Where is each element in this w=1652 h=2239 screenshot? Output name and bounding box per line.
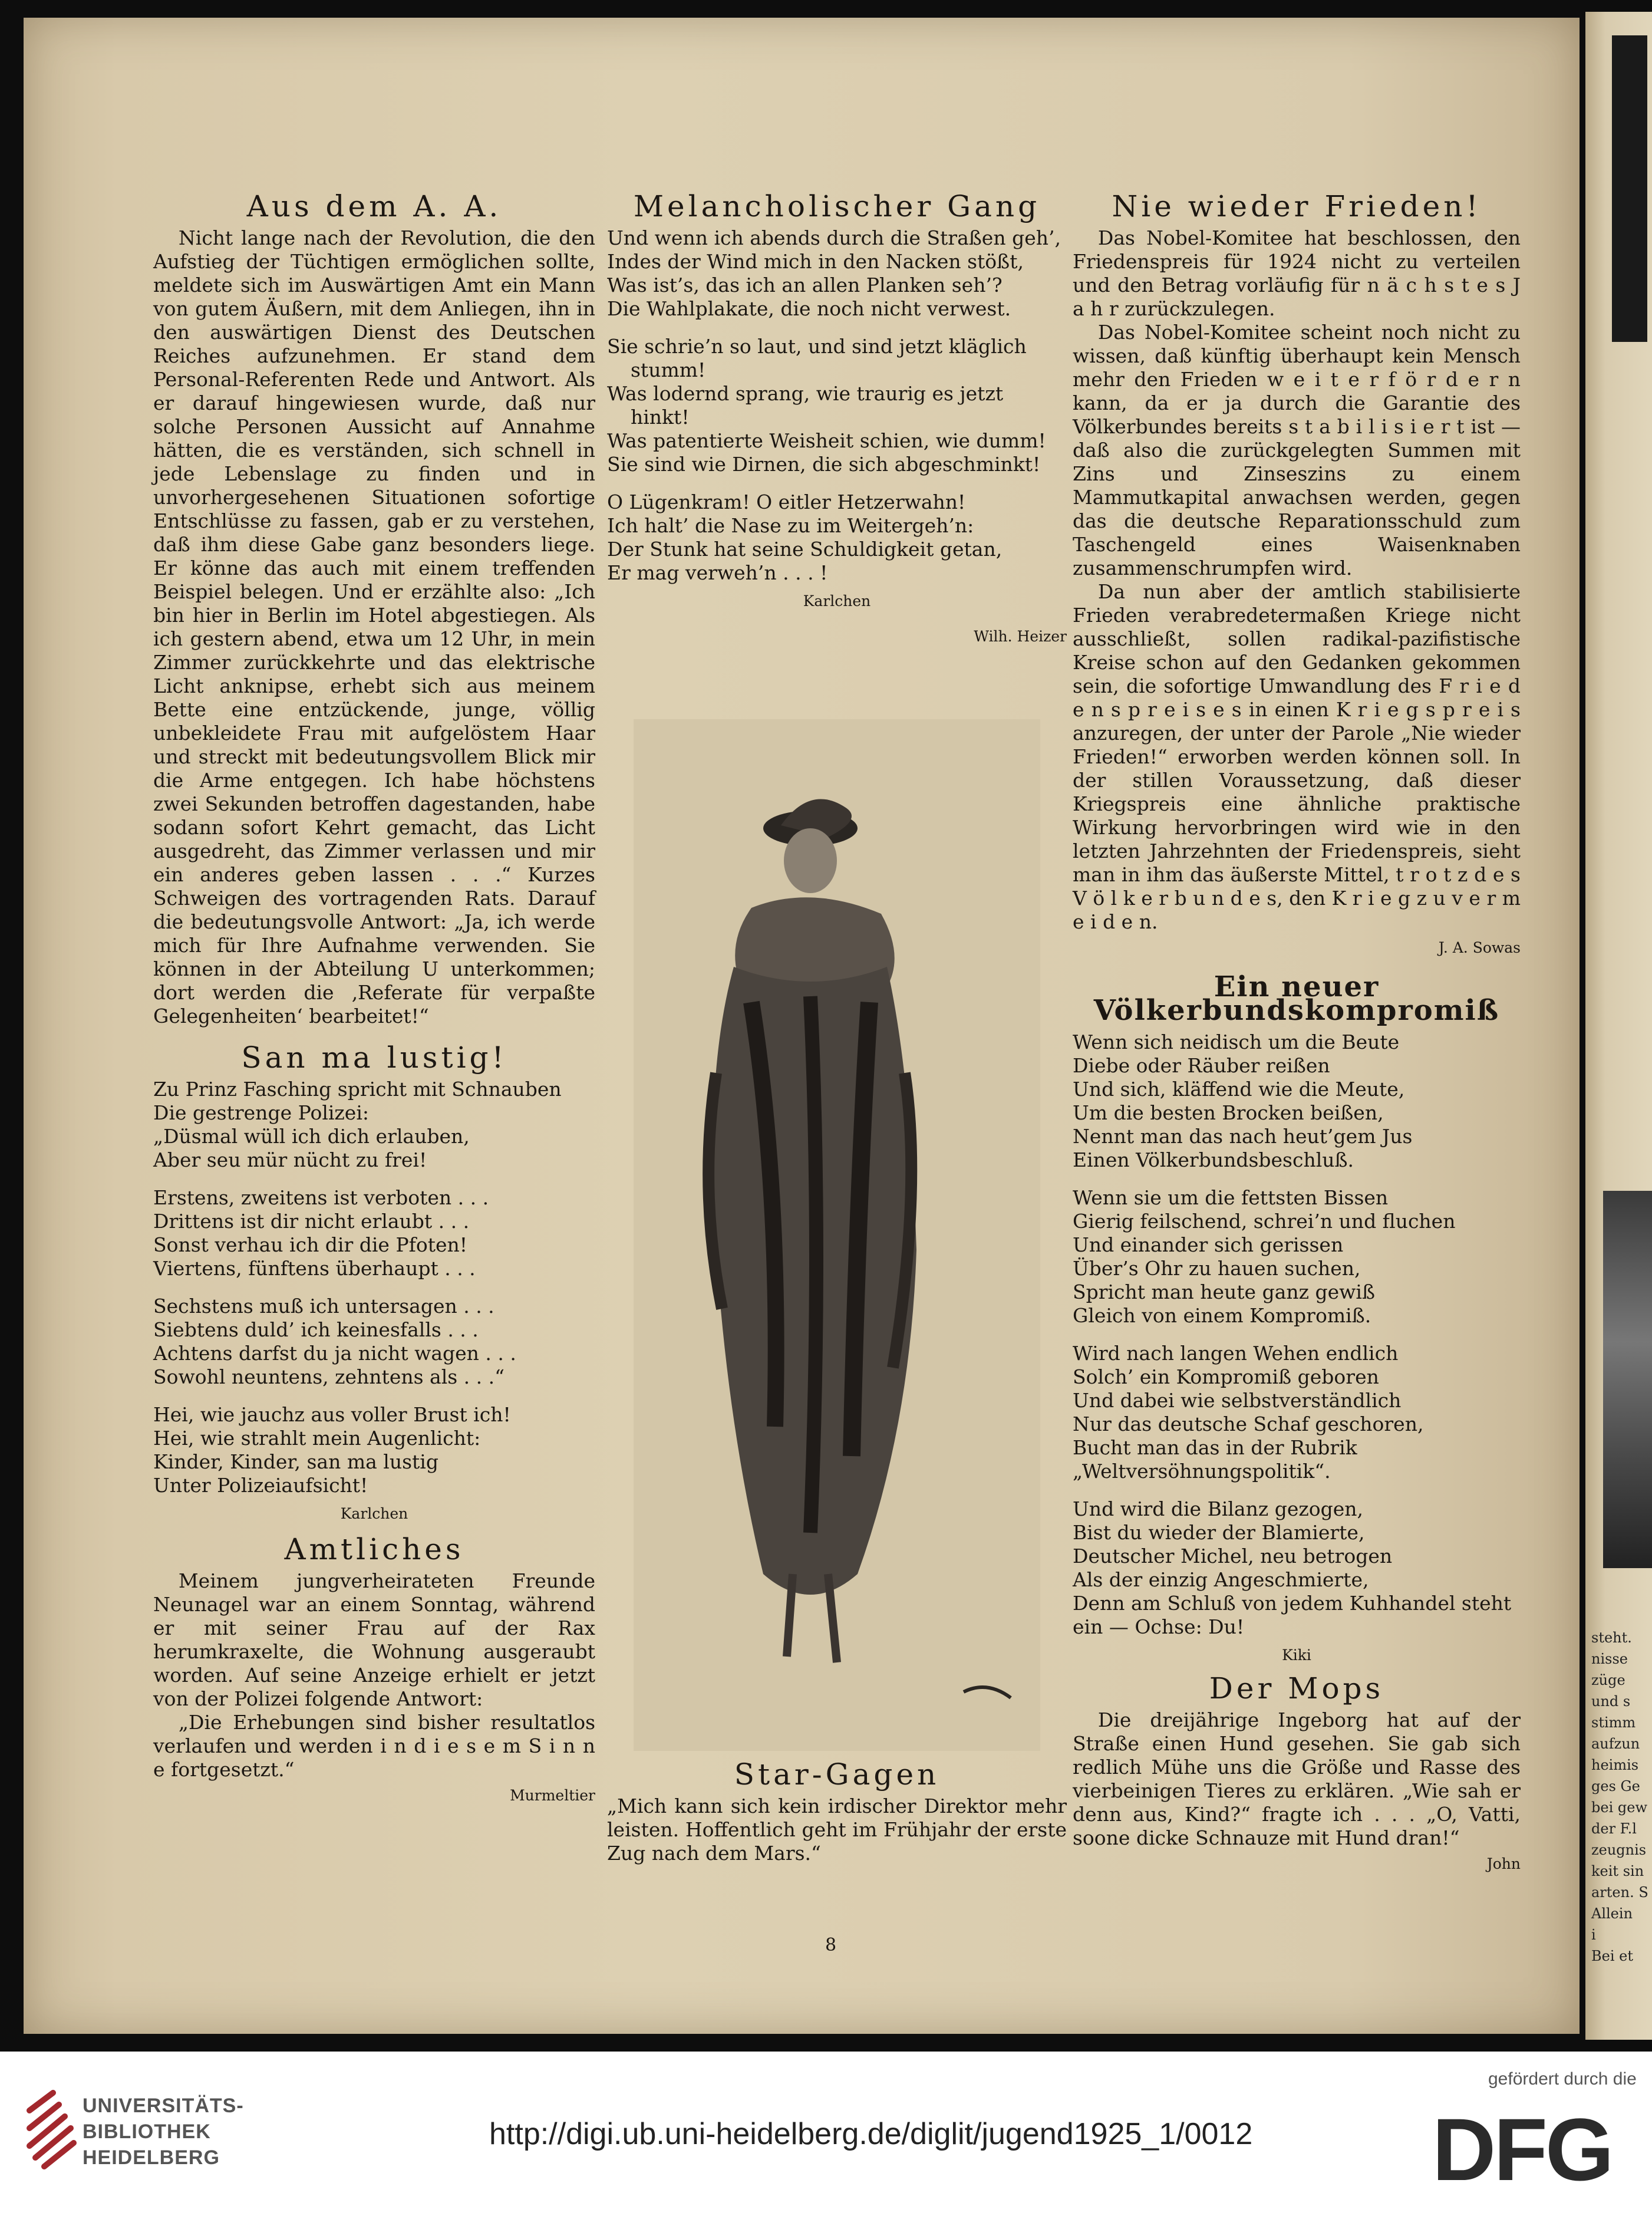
author-signature: J. A. Sowas: [1438, 939, 1521, 956]
article-paragraph: Das Nobel-Komitee scheint noch nicht zu wissen, daß künftig überhaupt kein Mensch mehr den Frieden w e i t e r f ö r d e r n kann, da er ja durch die Garantie des Völkerbundes bereits s t a b i l i s i e r t ist — daß also die zurückgelegten Summen mit Zins und Zinseszins zu einem Mammutkapital anwachsen werden, gegen das die deutsche Reparationsschuld zum Taschengeld eines Waisenknaben zusammenschrumpfen wird.: [1073, 321, 1521, 579]
verse-line: Die Wahlplakate, die noch nicht verwest.: [607, 297, 1011, 320]
article-title: Amtliches: [284, 1532, 464, 1566]
adjacent-page-text: steht. nisse züge und s stimm aufzun heimis ges Ge bei gew der F.l zeugnis keit sin arten. S Allein i Bei et: [1591, 1629, 1648, 1964]
stanza: [153, 1295, 595, 1389]
verse-line: Ich halt’ die Nase zu im Weitergeh’n:: [607, 514, 974, 537]
adjacent-page-photo: [1603, 1191, 1652, 1568]
stanza: [607, 335, 1067, 476]
article-paragraph: Meinem jungverheirateten Freunde Neunagel war an einem Sonntag, während er mit seiner Frau auf der Rax herumkraxelte, die Wohnung ausgeraubt worden. Auf seine Anzeige erhielt er jetzt von der Polizei folgende Antwort:: [153, 1569, 595, 1710]
verse-line: Was lodernd sprang, wie traurig es jetzt: [607, 382, 1004, 405]
verse-line: Und dabei wie selbstverständlich: [1073, 1389, 1402, 1412]
verse-line: Wird nach langen Wehen endlich: [1073, 1342, 1399, 1365]
stanza: [153, 1186, 595, 1280]
digitization-footer: [0, 2052, 1652, 2239]
stanza: [1073, 1497, 1521, 1639]
verse-line: Siebtens duld’ ich keinesfalls . . .: [153, 1318, 479, 1341]
article-paragraph: Nicht lange nach der Revolution, die den Aufstieg der Tüchtigen ermöglichen sollte, meldete sich im Auswärtigen Amt ein Mann von gutem Äußern, mit dem Anliegen, ihn in den auswärtigen Dienst des Deutschen Reiches aufzunehmen. Er stand dem Personal-Referenten Rede und Antwort. Als er darauf hingewiesen wurde, daß nur solche Personen Aussicht auf Annahme hätten, die es verständen, sich schnell in jede Lebenslage zu finden und in unvorhergesehenen Situationen sofortige Entschlüsse zu fassen, gab er zu verstehen, daß ihm diese Gabe ganz besonders liege. Er könne das auch mit einem treffenden Beispiel belegen. Und er erzählte also: „Ich bin hier in Berlin im Hotel abgestiegen. Als ich gestern abend, etwa um 12 Uhr, in mein Zimmer zurückkehrte und das elektrische Licht anknipse, erhebt sich aus meinem Bette eine entzückende, junge, völlig unbekleidete Frau mit aufgelöstem Haar und streckt mit bedeutungsvollem Blick mir die Arme entgegen. Ich habe höchstens zwei Sekunden betroffen dagestanden, habe sodann sofort Kehrt gemacht, das Licht ausgedreht, das Zimmer verlassen und mir ein anderes geben lassen . . .“ Kurzes Schweigen des vortragenden Rats. Darauf die bedeutungsvolle Antwort: „Ja, ich werde mich für Ihre Aufnahme verwenden. Sie können in der Abteilung U unterkommen; dort werden die ‚Referate für verpaßte Gelegenheiten‘ bearbeitet!“: [153, 226, 595, 1028]
article-title: Der Mops: [1209, 1671, 1384, 1705]
verse-line: Spricht man heute ganz gewiß: [1073, 1280, 1375, 1303]
verse-line: Er mag verweh’n . . . !: [607, 561, 828, 584]
verse-line: Sowohl neuntens, zehntens als . . .“: [153, 1365, 504, 1388]
source-url-link[interactable]: http://digi.ub.uni-heidelberg.de/diglit/jugend1925_1/0012: [489, 2117, 1253, 2151]
author-signature: Murmeltier: [510, 1787, 595, 1804]
verse-line: Gierig feilschend, schrei’n und fluchen: [1073, 1210, 1456, 1233]
stanza: [153, 1403, 595, 1497]
verse-line: „Düsmal wüll ich dich erlauben,: [153, 1125, 470, 1148]
verse-line: Bist du wieder der Blamierte,: [1073, 1521, 1365, 1544]
verse-line: Einen Völkerbundsbeschluß.: [1073, 1148, 1354, 1171]
author-signature: John: [1486, 1855, 1521, 1872]
stanza: [153, 1078, 595, 1172]
funding-note: gefördert durch die: [1488, 2069, 1637, 2089]
article-paragraph: Die dreijährige Ingeborg hat auf der Straße einen Hund gesehen. Sie gab sich redlich Mühe uns die Größe und Rasse des vierbeinigen Tieres zu erklären. „Wie sah er denn aus, Kind?“ fragte ich . . . „O, Vatti, soone dicke Schnauze mit Hund dran!“: [1073, 1708, 1521, 1849]
institution-name: UNIVERSITÄTS- BIBLIOTHEK HEIDELBERG: [83, 2095, 244, 2169]
verse-line: „Weltversöhnungspolitik“.: [1073, 1460, 1331, 1483]
verse-line: Sie sind wie Dirnen, die sich abgeschminkt!: [607, 453, 1041, 476]
verse-line: Und sich, kläffend wie die Meute,: [1073, 1078, 1405, 1101]
illustration-woman-in-fur-coat: [634, 719, 1040, 1751]
verse-line: Deutscher Michel, neu betrogen: [1073, 1545, 1393, 1568]
verse-line: Hei, wie jauchz aus voller Brust ich!: [153, 1403, 511, 1426]
article-title: Melancholischer Gang: [633, 189, 1041, 223]
stanza: [1073, 1030, 1521, 1172]
article-paragraph: Da nun aber der amtlich stabilisierte Frieden verabredetermaßen Kriege nicht ausschließt, sollen radikal-pazifistische Kreise schon auf den Gedanken gekommen sein, die sofortige Umwandlung des F r i e d e n s p r e i s e s in einen K r i e g s p r e i s anzuregen, der unter der Parole „Nie wieder Frieden!“ erworben werden können soll. In der stillen Voraussetzung, daß dieser Kriegspreis eine ähnliche praktische Wirkung hervorbringen wird wie in den letzten Jahrzehnten der Friedenspreis, sieht man in ihm das äußerste Mittel, t r o t z d e s V ö l k e r b u n d e s, den K r i e g z u v e r m e i d e n.: [1073, 580, 1521, 933]
verse-line: Viertens, fünftens überhaupt . . .: [153, 1257, 476, 1280]
verse-line: O Lügenkram! O eitler Hetzerwahn!: [607, 490, 966, 513]
university-library-logo-icon: [24, 2087, 77, 2178]
stanza: [1073, 1342, 1521, 1483]
page-number: 8: [825, 1935, 837, 1955]
article-title: Star-Gagen: [734, 1757, 940, 1792]
verse-line: Was ist’s, das ich an allen Planken seh’?: [607, 274, 1003, 297]
magazine-page: [24, 18, 1580, 2034]
article-title: San ma lustig!: [241, 1041, 507, 1075]
verse-line: Wenn sich neidisch um die Beute: [1073, 1030, 1400, 1053]
author-signature: Kiki: [1282, 1647, 1311, 1664]
right-column: [1073, 189, 1521, 1876]
stanza: [607, 226, 1067, 321]
verse-line: Erstens, zweitens ist verboten . . .: [153, 1186, 489, 1209]
verse-line: hinkt!: [631, 406, 690, 429]
article-title: Ein neuer Völkerbundskompromiß: [1093, 970, 1500, 1027]
verse-line: Unter Polizeiaufsicht!: [153, 1474, 368, 1497]
verse-line: Drittens ist dir nicht erlaubt . . .: [153, 1210, 470, 1233]
verse-line: Die gestrenge Polizei:: [153, 1101, 370, 1124]
verse-line: Der Stunk hat seine Schuldigkeit getan,: [607, 538, 1003, 561]
verse-line: Gleich von einem Kompromiß.: [1073, 1304, 1371, 1327]
middle-column: [607, 189, 1067, 648]
dfg-logo: DFG: [1432, 2100, 1612, 2199]
left-column: [153, 189, 595, 1807]
verse-line: Hei, wie strahlt mein Augenlicht:: [153, 1427, 481, 1450]
verse-line: Sonst verhau ich dir die Pfoten!: [153, 1233, 468, 1256]
verse-line: Bucht man das in der Rubrik: [1073, 1436, 1357, 1459]
middle-column-bottom: [607, 1757, 1067, 1865]
article-paragraph: Das Nobel-Komitee hat beschlossen, den Friedenspreis für 1924 nicht zu verteilen und den Betrag vorläufig für n ä c h s t e s J a h r zurückzulegen.: [1073, 226, 1521, 320]
verse-line: Wenn sie um die fettsten Bissen: [1073, 1186, 1389, 1209]
verse-line: Und wenn ich abends durch die Straßen geh’,: [607, 226, 1061, 249]
illustration-credit: Wilh. Heizer: [974, 628, 1067, 645]
verse-line: Diebe oder Räuber reißen: [1073, 1054, 1330, 1077]
verse-line: Solch’ ein Kompromiß geboren: [1073, 1365, 1379, 1388]
verse-line: stumm!: [631, 358, 706, 381]
verse-line: Aber seu mür nücht zu frei!: [153, 1148, 427, 1171]
author-signature: Karlchen: [340, 1505, 408, 1522]
author-signature: Karlchen: [803, 592, 871, 610]
verse-line: Und wird die Bilanz gezogen,: [1073, 1497, 1364, 1520]
verse-line: Sie schrie’n so laut, und sind jetzt kläglich: [607, 335, 1027, 358]
stanza: [1073, 1186, 1521, 1328]
verse-line: Sechstens muß ich untersagen . . .: [153, 1295, 494, 1318]
verse-line: Nennt man das nach heut’gem Jus: [1073, 1125, 1413, 1148]
verse-line: Nur das deutsche Schaf geschoren,: [1073, 1412, 1424, 1435]
verse-line: Kinder, Kinder, san ma lustig: [153, 1450, 438, 1473]
verse-line: Was patentierte Weisheit schien, wie dumm!: [607, 429, 1046, 452]
article-paragraph: „Mich kann sich kein irdischer Direktor mehr leisten. Hoffentlich geht im Frühjahr der erste Zug nach dem Mars.“: [607, 1795, 1067, 1865]
verse-line: Zu Prinz Fasching spricht mit Schnauben: [153, 1078, 562, 1101]
verse-line: Als der einzig Angeschmierte,: [1073, 1568, 1369, 1591]
verse-line: Indes der Wind mich in den Nacken stößt,: [607, 250, 1024, 273]
verse-line: Um die besten Brocken beißen,: [1073, 1101, 1384, 1124]
stanza: [607, 490, 1067, 585]
article-paragraph: „Die Erhebungen sind bisher resultatlos verlaufen und werden i n d i e s e m S i n n e fortgesetzt.“: [153, 1711, 595, 1781]
verse-line: Denn am Schluß von jedem Kuhhandel steht ein — Ochse: Du!: [1073, 1592, 1512, 1638]
verse-line: Über’s Ohr zu hauen suchen,: [1073, 1257, 1361, 1280]
verse-line: Und einander sich gerissen: [1073, 1233, 1344, 1256]
article-title: Nie wieder Frieden!: [1112, 189, 1482, 223]
verse-line: Achtens darfst du ja nicht wagen . . .: [153, 1342, 516, 1365]
adjacent-page-dark-block: [1612, 35, 1647, 342]
article-title: Aus dem A. A.: [246, 189, 502, 223]
